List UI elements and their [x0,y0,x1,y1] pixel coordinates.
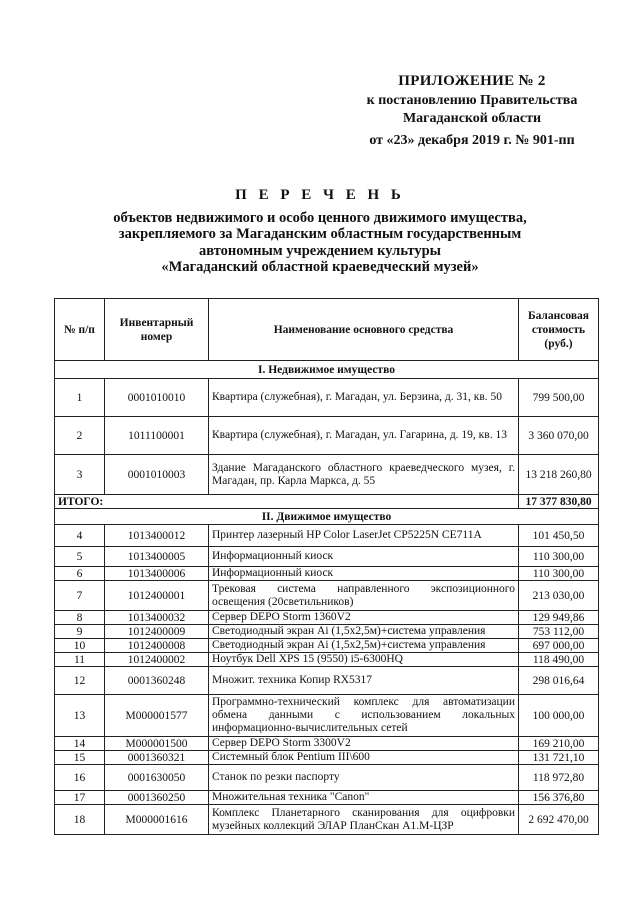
row-name: Квартира (служебная), г. Магадан, ул. Берзина, д. 31, кв. 50 [209,379,519,417]
assets-table [54,298,599,835]
row-name: Сервер DEPO Storm 1360V2 [209,611,519,625]
row-inventory: 1012400001 [105,581,209,611]
table-row [55,805,599,835]
row-inventory: 0001010003 [105,455,209,495]
row-inventory: М000001577 [105,695,209,737]
row-name: Информационный киоск [209,567,519,581]
row-name: Здание Магаданского областного краеведческого музея, г. Магадан, пр. Карла Маркса, д. 55 [209,455,519,495]
row-cost: 129 949,86 [519,611,599,625]
section-row-movable [55,509,599,525]
title-heading: П Е Р Е Ч Е Н Ь [235,187,405,203]
row-inventory: 1013400005 [105,547,209,567]
row-inventory: 1013400032 [105,611,209,625]
total-row [55,495,599,509]
row-name: Множит. техника Копир RX5317 [209,667,519,695]
appendix-date: от «23» декабря 2019 г. № 901-пп [369,133,575,148]
row-cost: 169 210,00 [519,737,599,751]
row-inventory: 0001360250 [105,791,209,805]
row-inventory: 1013400012 [105,525,209,547]
row-num: 11 [55,653,105,667]
table-header-row [55,299,599,361]
row-inventory: 0001630050 [105,765,209,791]
table-row [55,525,599,547]
row-name: Программно-технический комплекс для автоматизации обмена данными с использованием локальных информационно-вычислительных сетей [209,695,519,737]
row-name: Множительная техника "Canon" [209,791,519,805]
table-row [55,791,599,805]
table-row [55,639,599,653]
header-name: Наименование основного средства [209,299,519,361]
row-num: 7 [55,581,105,611]
table-row [55,611,599,625]
row-cost: 118 972,80 [519,765,599,791]
row-cost: 118 490,00 [519,653,599,667]
row-cost: 753 112,00 [519,625,599,639]
appendix-title: ПРИЛОЖЕНИЕ № 2 [398,73,546,89]
row-name: Станок по резки паспорту [209,765,519,791]
row-cost: 3 360 070,00 [519,417,599,455]
row-name: Информационный киоск [209,547,519,567]
row-num: 2 [55,417,105,455]
row-inventory: 1011100001 [105,417,209,455]
table-row [55,667,599,695]
row-cost: 2 692 470,00 [519,805,599,835]
title-line-3: автономным учреждением культуры [199,242,441,259]
row-cost: 156 376,80 [519,791,599,805]
row-cost: 697 000,00 [519,639,599,653]
row-cost: 13 218 260,80 [519,455,599,495]
row-num: 3 [55,455,105,495]
row-inventory: М000001500 [105,737,209,751]
row-name: Светодиодный экран Ai (1,5х2,5м)+система управления [209,639,519,653]
row-inventory: 0001360321 [105,751,209,765]
row-name: Системный блок Pentium III\600 [209,751,519,765]
appendix-resolution: к постановлению Правительства [366,93,578,108]
row-inventory: М000001616 [105,805,209,835]
section-title: II. Движимое имущество [55,509,599,525]
row-cost: 131 721,10 [519,751,599,765]
table-row [55,581,599,611]
row-num: 4 [55,525,105,547]
row-num: 6 [55,567,105,581]
row-num: 8 [55,611,105,625]
row-num: 15 [55,751,105,765]
total-label: ИТОГО: [55,495,519,509]
table-row [55,547,599,567]
row-cost: 110 300,00 [519,567,599,581]
table-row [55,737,599,751]
section-title: I. Недвижимое имущество [55,361,599,379]
table-row [55,695,599,737]
row-num: 1 [55,379,105,417]
row-cost: 213 030,00 [519,581,599,611]
table-row [55,379,599,417]
row-name: Светодиодный экран Ai (1,5х2,5м)+система управления [209,625,519,639]
table-row [55,751,599,765]
row-inventory: 1012400009 [105,625,209,639]
table-row [55,625,599,639]
row-num: 5 [55,547,105,567]
row-name: Сервер DEPO Storm 3300V2 [209,737,519,751]
row-cost: 100 000,00 [519,695,599,737]
row-cost: 110 300,00 [519,547,599,567]
row-name: Квартира (служебная), г. Магадан, ул. Гагарина, д. 19, кв. 13 [209,417,519,455]
row-num: 14 [55,737,105,751]
row-name: Ноутбук Dell XPS 15 (9550) i5-6300HQ [209,653,519,667]
total-value: 17 377 830,80 [519,495,599,509]
table-row [55,417,599,455]
table-row [55,455,599,495]
row-num: 17 [55,791,105,805]
row-cost: 298 016,64 [519,667,599,695]
table-row [55,653,599,667]
table-row [55,567,599,581]
row-cost: 101 450,50 [519,525,599,547]
table-row [55,765,599,791]
row-inventory: 0001360248 [105,667,209,695]
appendix-block [332,72,612,150]
row-num: 13 [55,695,105,737]
row-num: 9 [55,625,105,639]
row-inventory: 0001010010 [105,379,209,417]
row-num: 12 [55,667,105,695]
row-inventory: 1013400006 [105,567,209,581]
row-name: Комплекс Планетарного сканирования для оцифровки музейных коллекций ЭЛАР ПланСкан А1.М-ЦЗР [209,805,519,835]
title-line-2: закрепляемого за Магаданским областным государственным [118,226,522,242]
row-name: Принтер лазерный HP Color LaserJet CP5225N CE711A [209,525,519,547]
row-cost: 799 500,00 [519,379,599,417]
row-num: 10 [55,639,105,653]
title-line-1: объектов недвижимого и особо ценного движимого имущества, [113,209,527,226]
title-line-4: «Магаданский областной краеведческий музей» [161,259,479,275]
row-inventory: 1012400002 [105,653,209,667]
document-title [40,187,600,276]
appendix-region: Магаданской области [402,111,542,126]
section-row-real-estate [55,361,599,379]
row-num: 16 [55,765,105,791]
row-inventory: 1012400008 [105,639,209,653]
header-inventory: Инвентарный номер [105,299,209,361]
header-num: № п/п [55,299,105,361]
row-num: 18 [55,805,105,835]
header-cost: Балансовая стоимость (руб.) [519,299,599,361]
row-name: Трековая система направленного экспозиционного освещения (20светильников) [209,581,519,611]
